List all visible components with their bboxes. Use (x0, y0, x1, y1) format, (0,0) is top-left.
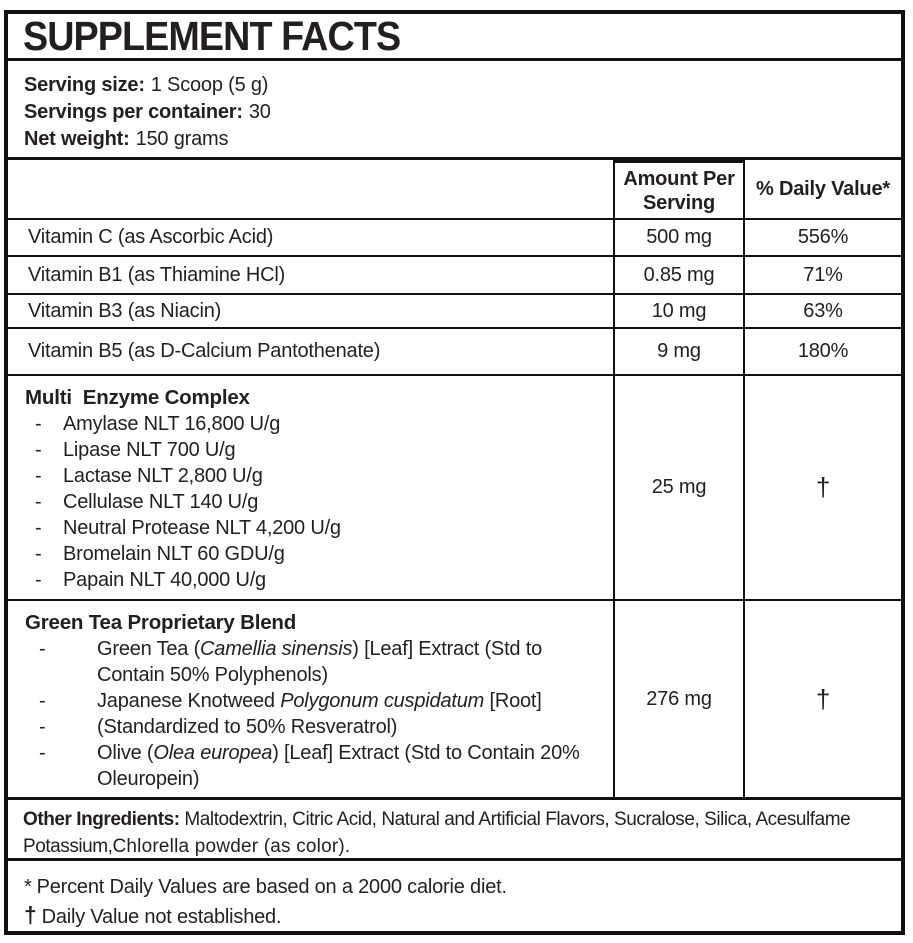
footnote-text: Percent Daily Values are based on a 2000 calorie diet. (36, 876, 507, 898)
blend-name-cell (8, 376, 613, 599)
page-title: SUPPLEMENT FACTS (23, 14, 401, 59)
ingredient-amount: 0.85 mg (613, 257, 743, 293)
serving-size-label: Serving size: (24, 74, 145, 97)
servings-per-container-label: Servings per container: (24, 101, 243, 124)
other-ingredients-section (8, 797, 901, 858)
blend-amount: 276 mg (613, 601, 743, 797)
footnote-dagger (24, 901, 887, 931)
bullet-dash: - (35, 465, 42, 487)
serving-size-line (24, 72, 885, 99)
net-weight-label: Net weight: (24, 128, 130, 151)
enzyme-item (25, 437, 603, 463)
other-ingredients-label: Other Ingredients: (23, 809, 180, 830)
blend-daily-value-dagger: † (743, 376, 901, 599)
dagger-symbol: † (24, 902, 37, 928)
enzyme-item-text: Papain NLT 40,000 U/g (63, 569, 266, 591)
header-name-cell (8, 160, 613, 218)
blend-item-text: Olive (Olea europea) [Leaf] Extract (Std to Contain 20% Oleuropein) (97, 742, 580, 790)
ingredient-amount: 9 mg (613, 329, 743, 374)
blend-item (25, 636, 603, 688)
enzyme-item-text: Neutral Protease NLT 4,200 U/g (63, 517, 341, 539)
bullet-dash: - (35, 569, 42, 591)
enzyme-item (25, 541, 603, 567)
enzyme-item (25, 489, 603, 515)
table-row-vitamin-b1 (8, 255, 901, 293)
bullet-dash: - (35, 439, 42, 461)
serving-info-section (8, 61, 901, 160)
net-weight-line (24, 126, 885, 153)
table-row-vitamin-b5 (8, 327, 901, 374)
title-bar (8, 14, 901, 61)
ingredient-name: Vitamin C (as Ascorbic Acid) (28, 226, 274, 248)
table-row-vitamin-b3 (8, 293, 901, 327)
ingredient-daily-value: 63% (743, 295, 901, 327)
ingredient-name: Vitamin B5 (as D-Calcium Pantothenate) (28, 340, 381, 362)
servings-per-container-value: 30 (248, 101, 271, 124)
bullet-dash: - (39, 716, 46, 738)
blend-item-text: Japanese Knotweed Polygonum cuspidatum [Root] (97, 690, 542, 712)
ingredient-name: Vitamin B3 (as Niacin) (28, 299, 222, 322)
other-ingredients-text: Maltodextrin, Citric Acid, Natural and Artificial Flavors, Sucralose, Silica, Acesulfame Potassium, (23, 809, 851, 857)
table-header-row (8, 160, 901, 218)
bullet-dash: - (35, 413, 42, 435)
enzyme-item-text: Amylase NLT 16,800 U/g (63, 413, 281, 435)
blend-name-cell (8, 601, 613, 797)
bullet-dash: - (35, 543, 42, 565)
blend-item (25, 714, 603, 740)
bullet-dash: - (39, 638, 46, 660)
servings-per-container-line (24, 99, 885, 126)
ingredient-daily-value: 180% (743, 329, 901, 374)
bullet-dash: - (35, 491, 42, 513)
ingredient-amount: 10 mg (613, 295, 743, 327)
blend-item (25, 688, 603, 714)
blend-item-text: (Standardized to 50% Resveratrol) (97, 716, 398, 738)
enzyme-item-text: Bromelain NLT 60 GDU/g (63, 543, 285, 565)
table-row-green-tea-blend (8, 599, 901, 797)
blend-item-text: Green Tea (Camellia sinensis) [Leaf] Extract (Std to Contain 50% Polyphenols) (97, 638, 542, 686)
enzyme-item (25, 515, 603, 541)
bullet-dash: - (35, 517, 42, 539)
bullet-dash: - (39, 690, 46, 712)
enzyme-item (25, 411, 603, 437)
enzyme-item (25, 567, 603, 593)
ingredient-daily-value: 556% (743, 220, 901, 255)
footnote-percent-dv (24, 873, 887, 901)
table-row-vitamin-c (8, 218, 901, 255)
footnotes-section (8, 858, 901, 931)
blend-item (25, 740, 603, 792)
ingredient-amount: 500 mg (613, 220, 743, 255)
serving-size-value: 1 Scoop (5 g) (150, 74, 269, 97)
header-amount-per-serving: Amount Per Serving (613, 160, 743, 218)
enzyme-item-text: Cellulase NLT 140 U/g (63, 491, 259, 513)
other-ingredients-text-alt: Chlorella powder (as color). (112, 836, 351, 857)
blend-amount: 25 mg (613, 376, 743, 599)
facts-table (8, 160, 901, 797)
enzyme-item-text: Lactase NLT 2,800 U/g (63, 465, 263, 487)
footnote-text: Daily Value not established. (41, 906, 282, 928)
bullet-dash: - (39, 742, 46, 764)
net-weight-value: 150 grams (135, 128, 229, 151)
asterisk-symbol: * (24, 876, 32, 898)
ingredient-daily-value: 71% (743, 257, 901, 293)
blend-daily-value-dagger: † (743, 601, 901, 797)
header-daily-value: % Daily Value* (743, 160, 901, 218)
enzyme-item (25, 463, 603, 489)
blend-heading: Multi Enzyme Complex (25, 386, 250, 409)
enzyme-item-text: Lipase NLT 700 U/g (63, 439, 236, 461)
blend-heading: Green Tea Proprietary Blend (25, 611, 297, 634)
table-row-multi-enzyme-complex (8, 374, 901, 599)
ingredient-name: Vitamin B1 (as Thiamine HCl) (28, 263, 286, 286)
supplement-facts-label (4, 10, 905, 935)
